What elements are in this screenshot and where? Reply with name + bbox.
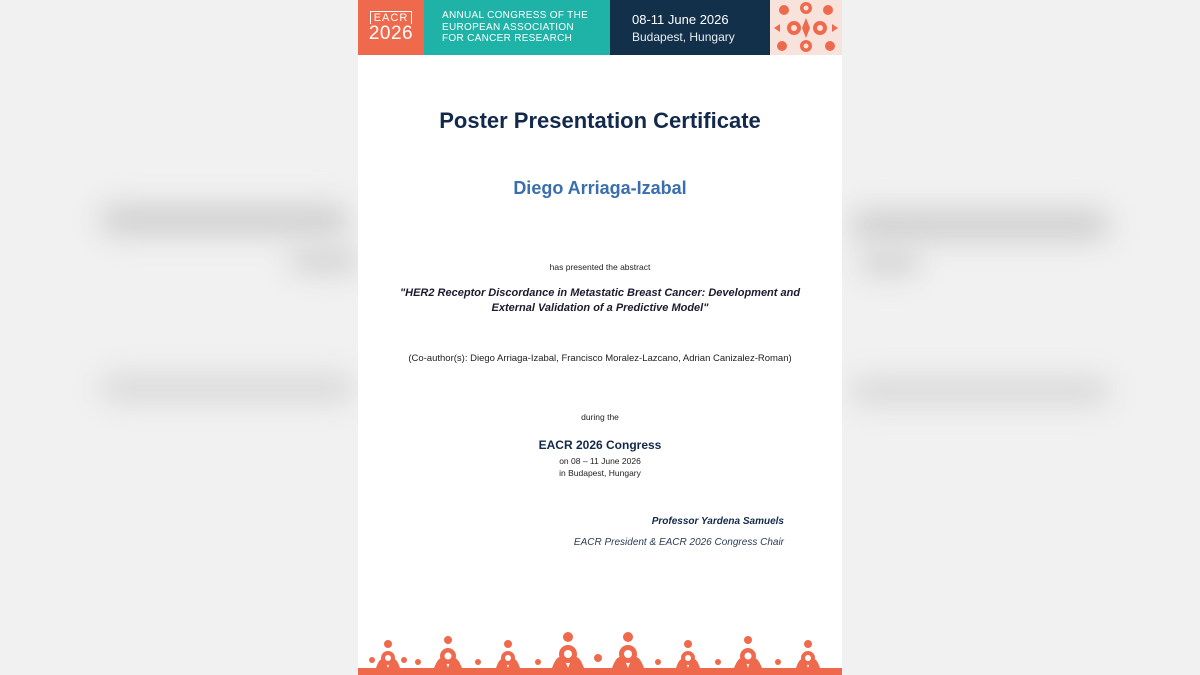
congress-name-block (424, 0, 610, 55)
congress-name: EACR 2026 Congress (538, 438, 662, 452)
congress-dates-text: on 08 – 11 June 2026 (559, 456, 641, 466)
congress-date-block (610, 0, 770, 55)
presented-text: has presented the abstract (549, 262, 651, 272)
recipient-name: Diego Arriaga-Izabal (513, 178, 687, 198)
congress-banner (358, 0, 842, 55)
folk-floral-pattern-icon (770, 0, 842, 55)
blur-shape (100, 205, 350, 235)
signatory-name: Professor Yardena Samuels (651, 516, 784, 527)
congress-line: FOR CANCER RESEARCH (442, 33, 573, 45)
congress-line: EUROPEAN ASSOCIATION (442, 21, 574, 33)
signatory-role: EACR President & EACR 2026 Congress Chair (573, 537, 784, 548)
footer-floral-pattern-icon (358, 628, 842, 675)
coauthors-text: (Co-author(s): Diego Arriaga-Izabal, Francisco Moralez-Lazcano, Adrian Canizalez-Roman) (408, 353, 792, 364)
congress-location-text: in Budapest, Hungary (559, 468, 641, 478)
certificate-title: Poster Presentation Certificate (439, 108, 761, 133)
blur-shape (100, 375, 355, 401)
logo-text: EACR (370, 11, 413, 24)
congress-location: Budapest, Hungary (632, 29, 735, 44)
blur-shape (290, 250, 360, 272)
abstract-title: "HER2 Receptor Discordance in Metastatic Breast Cancer: Development and External Validation of a Predictive Model" (399, 287, 801, 314)
during-text: during the (581, 412, 619, 422)
blur-shape (860, 252, 920, 274)
logo-year: 2026 (368, 23, 414, 44)
blur-shape (850, 378, 1110, 404)
blur-shape (850, 210, 1110, 240)
congress-line: ANNUAL CONGRESS OF THE (442, 10, 589, 22)
certificate-page (358, 0, 842, 675)
congress-dates: 08-11 June 2026 (632, 11, 729, 27)
eacr-logo (358, 0, 424, 55)
